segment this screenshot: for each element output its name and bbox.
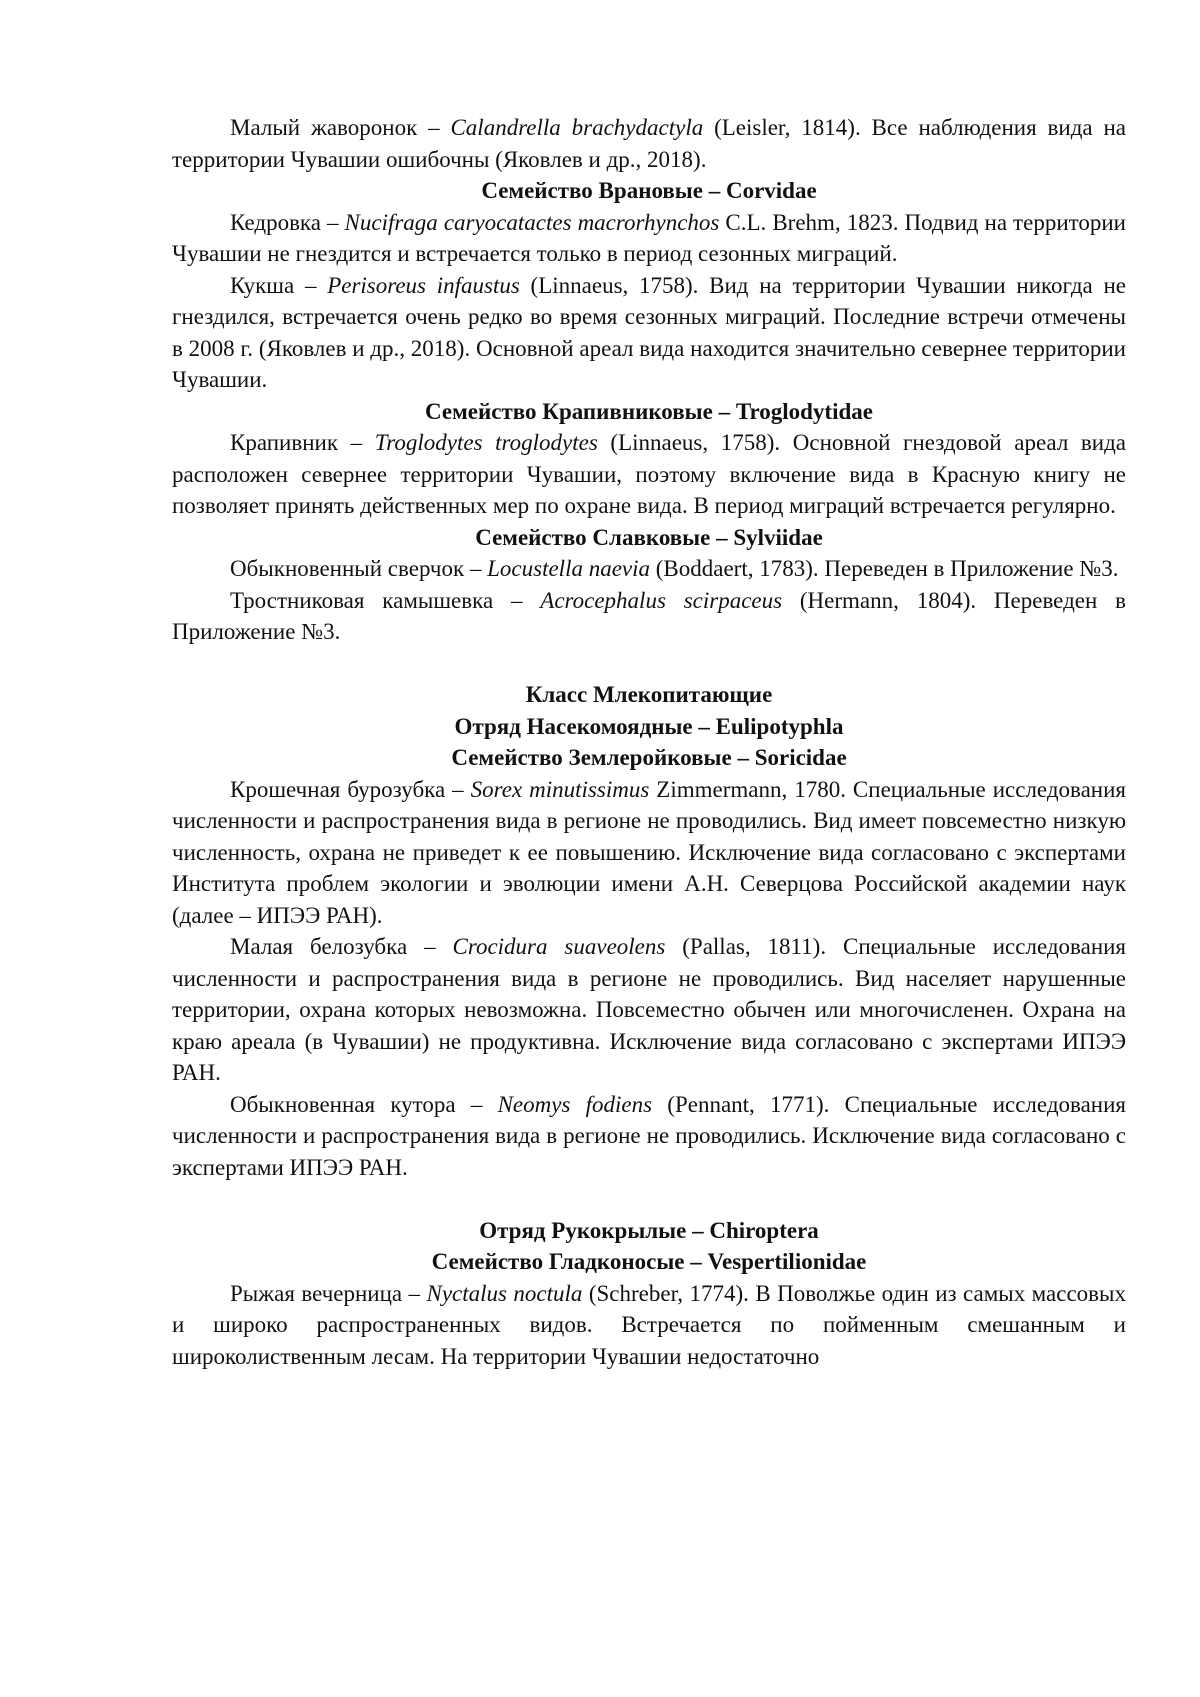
paragraph-text: (Leisler, 1814). Все наблюдения вида на территории Чувашии ошибочны (Яковлев и др., 2018). — [172, 115, 1126, 172]
latin-name: Crocidura suaveolens — [452, 934, 666, 959]
paragraph-text: (Linnaeus, 1758). Вид на территории Чувашии никогда не гнездился, встречается очень редко во время сезонных миграций. Последние встречи отмечены в 2008 г. (Яковлев и др., 2018). Основной ареал вида находится значительно севернее территории Чувашии. — [172, 272, 1126, 392]
species-paragraph — [172, 427, 1126, 522]
paragraph-text: Рыжая вечерница – — [230, 1280, 427, 1306]
paragraph-text: (Pallas, 1811). Специальные исследования численности и распространения вида в регионе не проводились. Вид населяет нарушенные территории, охрана которых невозможна. Повсеместно обычен или многочисленен. Охрана на краю ареала (в Чувашии) не продуктивна. Исключение вида согласовано с экспертами ИПЭЭ РАН. — [172, 934, 1127, 1085]
paragraph-text: (Schreber, 1774). В Поволжье один из самых массовых и широко распространенных видов. Встречается по пойменным смешанным и широколиственным лесам. На территории Чувашии недостаточно — [172, 1280, 1126, 1369]
section-heading: Отряд Рукокрылые – Chiroptera — [479, 1217, 819, 1243]
paragraph-text: Zimmermann, 1780. Специальные исследования численности и распространения вида в регионе не проводились. Вид имеет повсеместно низкую численность, охрана не приведет к ее повышению. Исключение вида согласовано с экспертами Института проблем экологии и эволюции имени А.Н. Северцова Российской академии наук (далее – ИПЭЭ РАН). — [172, 776, 1126, 928]
section-spacer — [172, 1183, 1126, 1215]
species-paragraph — [172, 931, 1126, 1089]
species-paragraph — [172, 1089, 1126, 1184]
section-heading: Семейство Врановые – Corvidae — [481, 178, 817, 203]
paragraph-text: Малая белозубка – — [230, 934, 453, 959]
section-heading: Семейство Землеройковые – Soricidae — [451, 745, 847, 770]
species-paragraph — [172, 270, 1126, 396]
section-heading: Класс Млекопитающие — [525, 682, 773, 707]
section-heading: Семейство Гладконосые – Vespertilionidae — [431, 1249, 867, 1274]
paragraph-text: Тростниковая камышевка – — [230, 587, 541, 613]
paragraph-text: (Pennant, 1771). Специальные исследования численности и распространения вида в регионе не проводились. Исключение вида согласовано с экспертами ИПЭЭ РАН. — [172, 1091, 1126, 1180]
paragraph-text: Кедровка – — [230, 209, 345, 235]
species-paragraph — [172, 553, 1126, 585]
latin-name: Sorex minutissimus — [470, 776, 650, 802]
document-page — [172, 112, 1126, 1372]
latin-name: Neomys fodiens — [497, 1091, 653, 1117]
section-heading: Отряд Насекомоядные – Eulipotyphla — [454, 713, 844, 739]
species-paragraph — [172, 207, 1126, 270]
latin-name: Nucifraga caryocatactes macrorhynchos — [344, 209, 720, 235]
latin-name: Troglodytes troglodytes — [374, 430, 598, 455]
species-paragraph — [172, 774, 1126, 932]
latin-name: Perisoreus infaustus — [327, 272, 520, 298]
latin-name: Locustella naevia — [487, 556, 651, 581]
paragraph-text: Кукша – — [230, 272, 328, 298]
paragraph-text: Малый жаворонок – — [230, 115, 451, 140]
latin-name: Calandrella brachydactyla — [450, 115, 704, 140]
paragraph-text: C.L. Brehm, 1823. Подвид на территории Чувашии не гнездится и встречается только в период сезонных миграций. — [172, 209, 1126, 266]
species-paragraph — [172, 585, 1126, 648]
paragraph-text: Крапивник – — [230, 430, 375, 455]
latin-name: Nyctalus noctula — [426, 1280, 583, 1306]
paragraph-text: (Linnaeus, 1758). Основной гнездовой ареал вида расположен севернее территории Чувашии, поэтому включение вида в Красную книгу не позволяет принять действенных мер по охране вида. В период миграций встречается регулярно. — [172, 430, 1127, 518]
section-heading: Семейство Славковые – Sylviidae — [475, 524, 823, 550]
species-paragraph — [172, 1278, 1126, 1373]
paragraph-text: Крошечная бурозубка – — [230, 776, 471, 802]
paragraph-text: Обыкновенная кутора – — [230, 1091, 498, 1117]
section-spacer — [172, 648, 1126, 680]
section-heading: Семейство Крапивниковые – Troglodytidae — [425, 398, 873, 424]
paragraph-text: (Hermann, 1804). Переведен в Приложение №3. — [172, 587, 1126, 644]
species-paragraph — [172, 112, 1126, 175]
paragraph-text: (Boddaert, 1783). Переведен в Приложение №3. — [650, 556, 1119, 581]
paragraph-text: Обыкновенный сверчок – — [230, 556, 488, 581]
latin-name: Acrocephalus scirpaceus — [540, 587, 783, 613]
